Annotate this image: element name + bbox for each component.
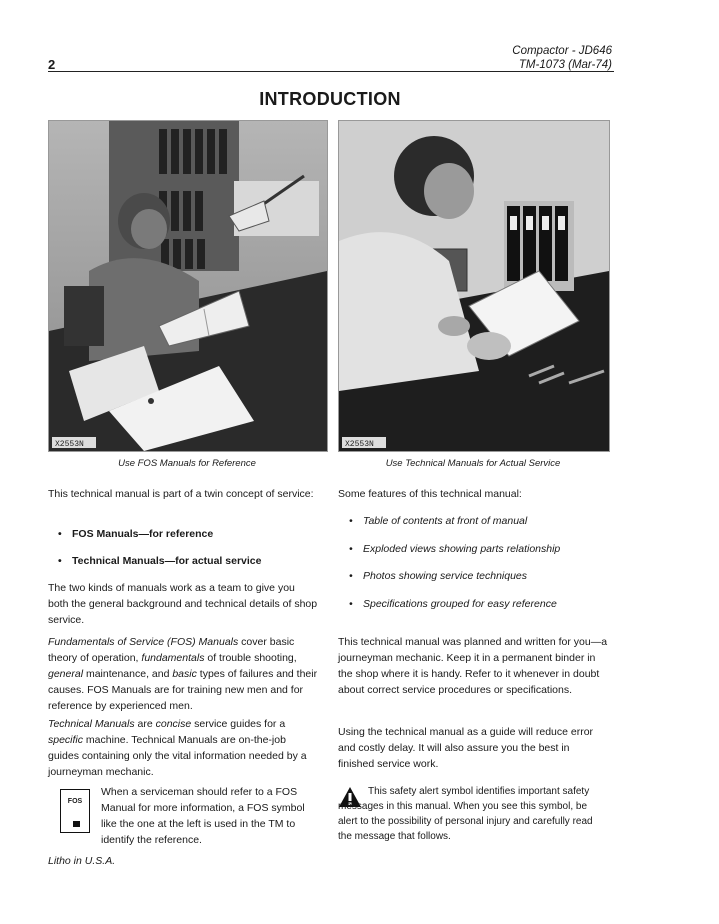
left-para-fos: [48, 634, 318, 714]
bullet-technical-text: Technical Manuals—for actual service: [72, 555, 262, 567]
footer-litho: Litho in U.S.A.: [48, 855, 116, 867]
fos-note: When a serviceman should refer to a FOS Manual for more information, a FOS symbol like the one at the left is used in the TM to identify the reference.: [101, 786, 305, 846]
bullet-dot: •: [349, 543, 353, 555]
text-run: basic: [172, 668, 197, 680]
page-number: 2: [48, 57, 56, 72]
text-run: machine. Technical Manuals are on-the-job guides containing only the vital information needed by a journeyman mechanic.: [48, 734, 307, 778]
left-para-technical: [48, 716, 318, 780]
bullet-dot: •: [349, 515, 353, 527]
bullet-dot: •: [349, 598, 353, 610]
left-intro: This technical manual is part of a twin concept of service:: [48, 488, 314, 500]
page-title: INTRODUCTION: [259, 89, 401, 109]
header-rule: [48, 71, 614, 72]
bullet-dot: •: [58, 528, 62, 540]
feature-text: Specifications grouped for easy reference: [363, 598, 557, 610]
feature-item: [349, 542, 609, 556]
fos-term: Fundamentals of Service (FOS) Manuals: [48, 636, 239, 648]
photo-left-code: X2553N: [55, 440, 84, 449]
caption-left: Use FOS Manuals for Reference: [118, 458, 256, 469]
photo-technical-service: [338, 120, 610, 452]
feature-text: Table of contents at front of manual: [363, 515, 528, 527]
photo-right-code: X2553N: [345, 440, 374, 449]
left-para-team: The two kinds of manuals work as a team to give you both the general background and technical details of shop service.: [48, 582, 318, 626]
text-run: general: [48, 668, 84, 680]
right-para-planned: This technical manual was planned and written for you—a journeyman mechanic. Keep it in a permanent binder in the shop where it is handy. Refer to it whenever in doubt about correct service procedures or specifications.: [338, 636, 608, 696]
text-run: service guides for a: [191, 718, 286, 730]
tm-term: Technical Manuals: [48, 718, 135, 730]
bullet-dot: •: [58, 555, 62, 567]
bullet-fos: [58, 527, 318, 541]
text-run: fundamentals: [141, 652, 205, 664]
feature-item: [349, 514, 609, 528]
right-intro: Some features of this technical manual:: [338, 488, 522, 500]
photo-fos-reference: [48, 120, 328, 452]
fos-symbol-icon: [60, 789, 90, 833]
text-run: cover basic theory of operation,: [48, 636, 295, 664]
fos-symbol-mark: [73, 821, 80, 827]
bullet-fos-text: FOS Manuals—for reference: [72, 528, 214, 540]
text-run: maintenance, and: [83, 668, 173, 680]
text-run: are: [134, 718, 156, 730]
text-run: specific: [48, 734, 84, 746]
bullet-dot: •: [349, 570, 353, 582]
right-para-guide: Using the technical manual as a guide will reduce error and costly delay. It will also assure you the best in finished service work.: [338, 726, 594, 770]
text-run: concise: [155, 718, 192, 730]
feature-text: Photos showing service techniques: [363, 570, 528, 582]
caption-right: Use Technical Manuals for Actual Service: [385, 458, 561, 469]
header-tm-number: TM-1073 (Mar-74): [518, 59, 612, 71]
header-machine: Compactor - JD646: [512, 45, 612, 57]
bullet-technical: [58, 554, 318, 568]
feature-text: Exploded views showing parts relationship: [363, 543, 561, 555]
fos-symbol-label: FOS: [67, 798, 83, 805]
text-run: of trouble shooting,: [204, 652, 297, 664]
feature-item: [349, 597, 609, 611]
feature-item: [349, 569, 609, 583]
text-run: types of failures and their causes. FOS Manuals are for training new men and for reference by experienced men.: [48, 668, 318, 712]
safety-note: This safety alert symbol identifies important safety messages in this manual. When you see this symbol, be alert to the possibility of personal injury and carefully read the message that follows.: [338, 786, 593, 842]
